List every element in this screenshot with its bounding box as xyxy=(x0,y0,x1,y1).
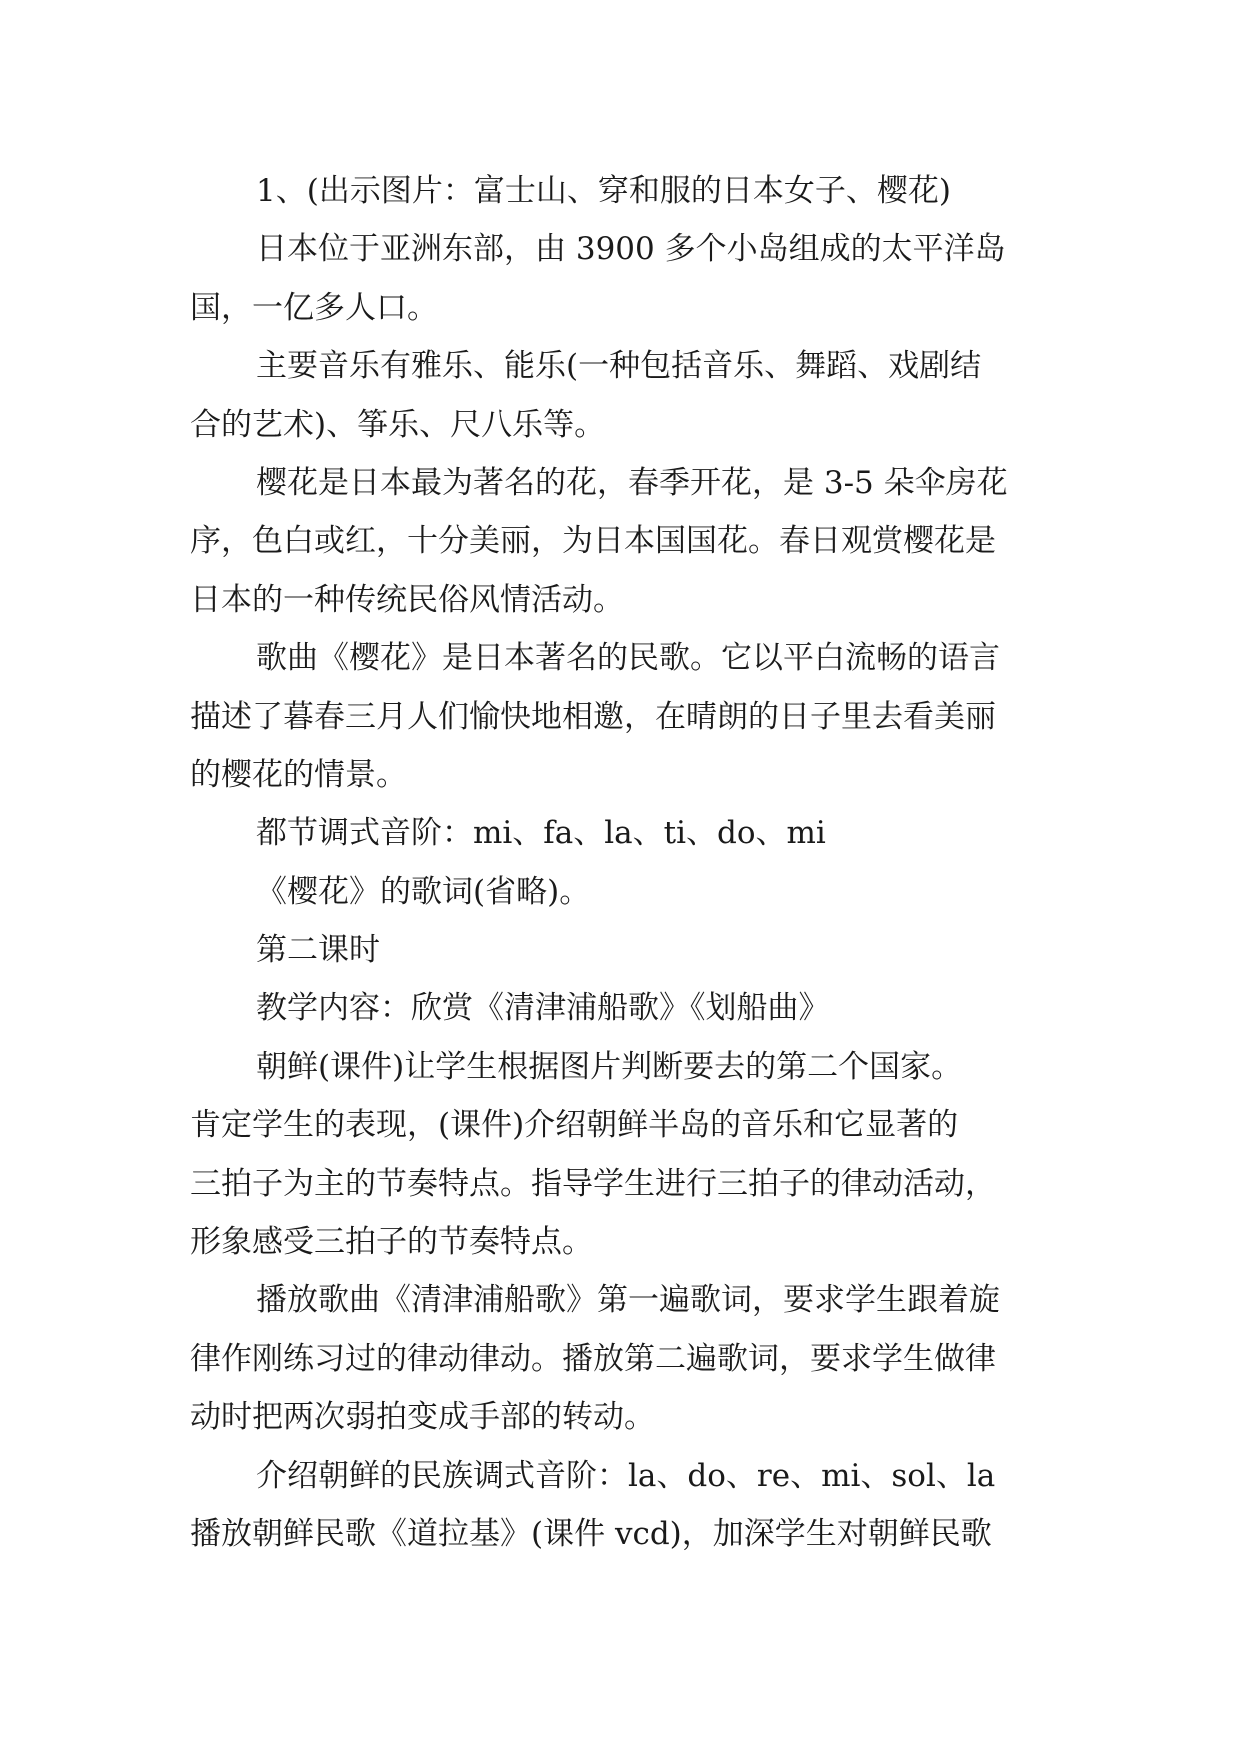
text-line: 朝鲜(课件)让学生根据图片判断要去的第二个国家。 xyxy=(256,1048,963,1085)
section-heading: 第二课时 xyxy=(256,932,380,969)
text-line: 播放朝鲜民歌《道拉基》(课件 vcd)，加深学生对朝鲜民歌 xyxy=(190,1515,992,1552)
text-line: 形象感受三拍子的节奏特点。 xyxy=(190,1224,593,1261)
text-line: 樱花是日本最为著名的花，春季开花，是 3-5 朵伞房花 xyxy=(256,464,1008,501)
text-line: 播放歌曲《清津浦船歌》第一遍歌词，要求学生跟着旋 xyxy=(256,1282,1000,1319)
text-line: 动时把两次弱拍变成手部的转动。 xyxy=(190,1399,655,1436)
text-line: 主要音乐有雅乐、能乐(一种包括音乐、舞蹈、戏剧结 xyxy=(256,348,982,385)
text-line: 序，色白或红，十分美丽，为日本国国花。春日观赏樱花是 xyxy=(190,523,996,560)
text-line: 日本位于亚洲东部，由 3900 多个小岛组成的太平洋岛 xyxy=(256,231,1006,268)
text-line: 日本的一种传统民俗风情活动。 xyxy=(190,581,624,618)
text-line: 《樱花》的歌词(省略)。 xyxy=(256,873,591,910)
text-line: 1、(出示图片：富士山、穿和服的日本女子、樱花) xyxy=(256,173,951,209)
text-line: 描述了暮春三月人们愉快地相邀，在晴朗的日子里去看美丽 xyxy=(190,698,996,735)
text-line: 教学内容：欣赏《清津浦船歌》《划船曲》 xyxy=(256,990,830,1027)
text-line: 国，一亿多人口。 xyxy=(190,289,438,326)
document-body xyxy=(190,162,1070,1563)
text-line: 歌曲《樱花》是日本著名的民歌。它以平白流畅的语言 xyxy=(256,640,1000,677)
text-line: 合的艺术)、筝乐、尺八乐等。 xyxy=(190,406,606,443)
text-line: 律作刚练习过的律动律动。播放第二遍歌词，要求学生做律 xyxy=(190,1340,996,1377)
text-line: 三拍子为主的节奏特点。指导学生进行三拍子的律动活动， xyxy=(190,1165,996,1202)
text-line: 肯定学生的表现，(课件)介绍朝鲜半岛的音乐和它显著的 xyxy=(190,1107,959,1144)
text-line: 介绍朝鲜的民族调式音阶：la、do、re、mi、sol、la xyxy=(256,1457,996,1494)
text-line: 的樱花的情景。 xyxy=(190,756,407,793)
text-line: 都节调式音阶：mi、fa、la、ti、do、mi xyxy=(256,815,826,852)
